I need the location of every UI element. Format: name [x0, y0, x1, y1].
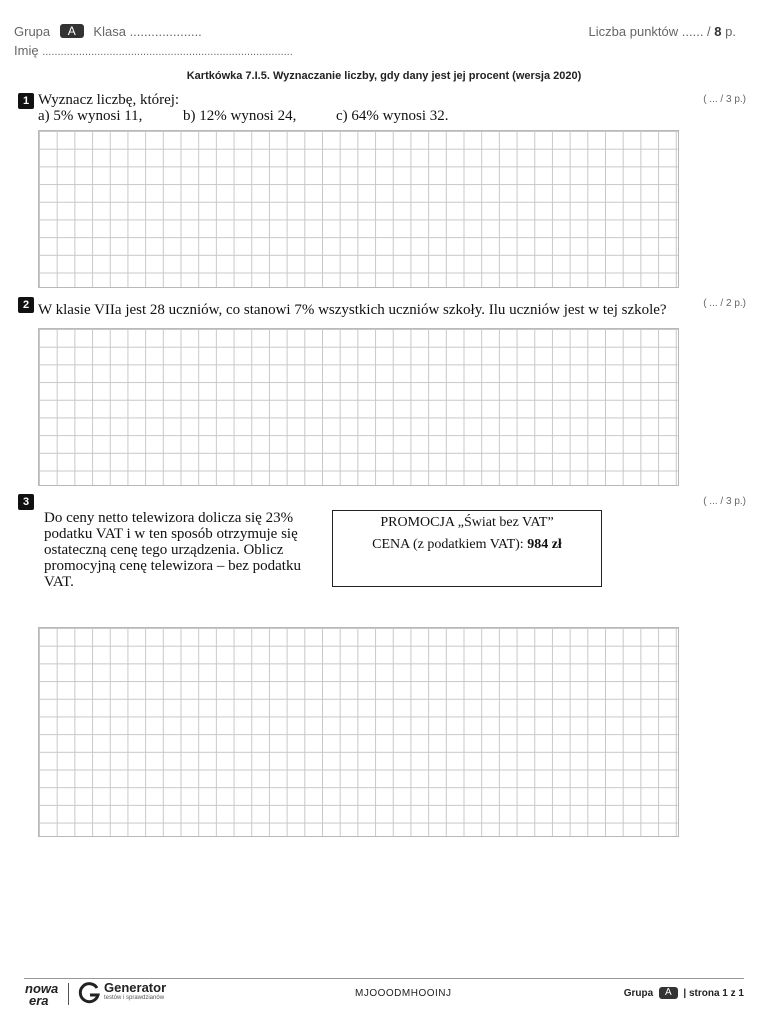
footer-group-label: Grupa: [623, 988, 654, 999]
question-3-line-3: ostateczną cenę tego urządzenia. Oblicz: [44, 542, 284, 558]
promotion-title: PROMOCJA „Świat bez VAT”: [380, 515, 554, 530]
footer-group-page: [624, 987, 744, 999]
nowa-era-logo: [25, 983, 58, 1007]
question-3-line-2: podatku VAT i w ten sposób otrzymuje się: [44, 526, 298, 542]
question-1-option-b: b) 12% wynosi 24,: [183, 108, 297, 124]
class-field[interactable]: ....................: [129, 24, 202, 39]
name-field[interactable]: ..................................................................................: [42, 46, 293, 58]
question-1-option-a: a) 5% wynosi 11,: [38, 108, 143, 124]
footer-divider: [24, 978, 744, 979]
promotion-price-value: 984 zł: [527, 537, 562, 552]
generator-title: Generator: [104, 980, 167, 995]
question-2-answer-grid[interactable]: [38, 328, 679, 486]
logo-separator: [68, 983, 69, 1005]
question-2-text: W klasie VIIa jest 28 uczniów, co stanowi 7% wszystkich uczniów szkoły. Ilu uczniów jest w tej szkole?: [38, 302, 667, 318]
question-1-answer-grid[interactable]: [38, 130, 679, 288]
question-3-line-4: promocyjną cenę telewizora – bez podatku: [44, 558, 301, 574]
question-3-text: [44, 510, 301, 590]
promotion-price-line: [333, 537, 601, 553]
question-1-points: ( ... / 3 p.): [703, 94, 746, 105]
group-label: Grupa: [14, 24, 51, 39]
question-3-answer-grid[interactable]: [38, 627, 679, 837]
question-3-points: ( ... / 3 p.): [703, 496, 746, 507]
name-label: Imię: [14, 43, 39, 58]
question-1-option-c: c) 64% wynosi 32.: [336, 108, 449, 124]
class-label: Klasa: [93, 24, 126, 39]
logo-line-1: nowa: [25, 981, 59, 996]
points-max: 8: [714, 24, 722, 39]
question-2-points: ( ... / 2 p.): [703, 298, 746, 309]
points-label: Liczba punktów ...... /: [588, 24, 711, 39]
header-group-class: [14, 24, 202, 39]
footer-group-badge: A: [659, 987, 678, 999]
logo-line-2: era: [29, 993, 49, 1008]
promotion-price-label: CENA (z podatkiem VAT):: [372, 537, 524, 552]
points-summary: [589, 24, 736, 39]
points-unit: p.: [725, 24, 736, 39]
question-2-number: 2: [18, 297, 34, 313]
promotion-box: [332, 510, 602, 587]
page-title: Kartkówka 7.I.5. Wyznaczanie liczby, gdy dany jest jej procent (wersja 2020): [186, 70, 582, 82]
footer-page-text: | strona 1 z 1: [683, 988, 744, 999]
question-1-text: Wyznacz liczbę, której:: [38, 92, 180, 108]
generator-subtitle: testów i sprawdzianów: [104, 995, 165, 1001]
question-1-number: 1: [18, 93, 34, 109]
group-badge: A: [60, 24, 84, 38]
test-code: MJOOODMHOOINJ: [355, 988, 452, 999]
question-3-line-1: Do ceny netto telewizora dolicza się 23%: [44, 510, 294, 526]
generator-icon: [77, 981, 101, 1005]
question-3-line-5: VAT.: [44, 574, 74, 590]
question-3-number: 3: [18, 494, 34, 510]
header-name: [14, 43, 293, 58]
generator-logo-text: [104, 982, 166, 1004]
